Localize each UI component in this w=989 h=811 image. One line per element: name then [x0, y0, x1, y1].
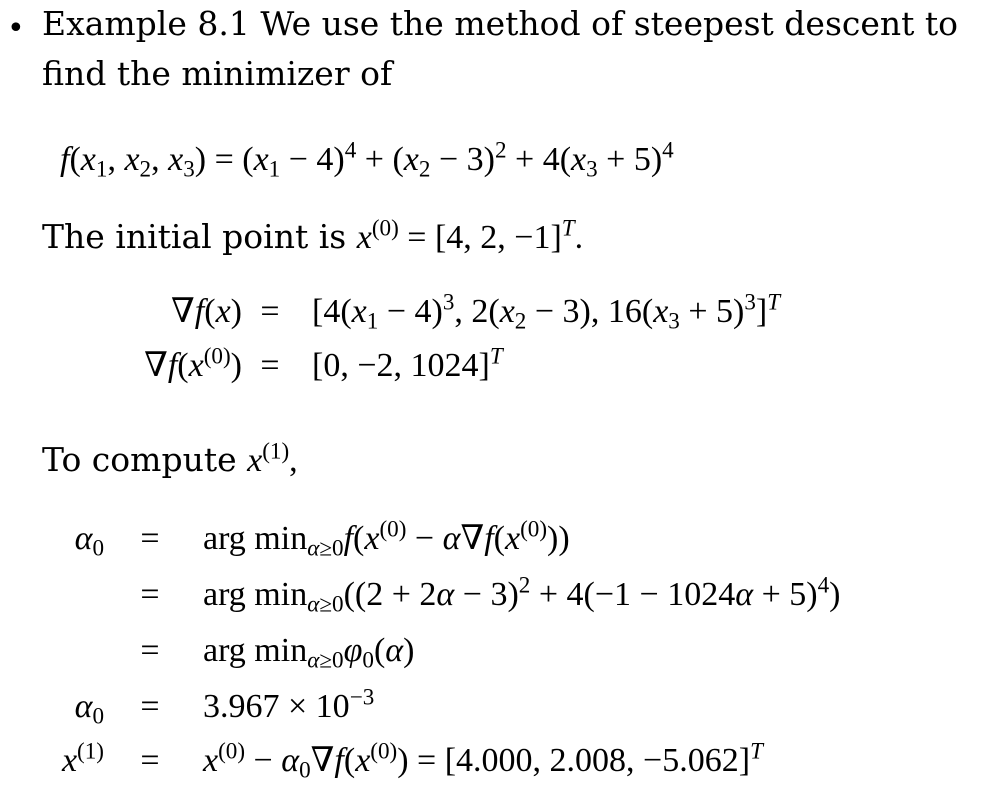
- gradient-equations: ∇f(x) = [$4(x_1 - 4)^3$, $2(x_2 - 3)$, $16(x_3 + 5)^3]^T$ $\nabla f(x^{(0)})$ = [0, −2, 1024]$^T$: [144, 289, 781, 384]
- alpha0-value: $3.967 \times 10^{-3}$: [203, 684, 375, 725]
- intro-line-2: find the minimizer of: [42, 54, 393, 93]
- alpha0-lhs-2: $\alpha_0$: [74, 688, 104, 730]
- intro-line-1: Example 8.1 We use the method of steepest descent to: [42, 4, 959, 43]
- initial-point-line: The initial point is $x^{(0)} = [4$, 2, −1]$^T$.: [42, 215, 584, 256]
- grad-f0-rhs: [0, −2, 1024]$^T$: [312, 343, 503, 384]
- alpha0-rhs-2: arg $\min_{\alpha\ge 0}((2 + 2\alpha - 3)^2 + 4(-1 - 1024\alpha + 5)^4)$: [203, 572, 841, 618]
- objective-function: $f(x_1$, $x_2$, $x_3) = (x_1 - 4)^4 + (x_2 - 3)^2 + 4(x_3 + 5)^4$: [60, 137, 674, 183]
- grad-f-rhs: [$4(x_1 - 4)^3$, $2(x_2 - 3)$, $16(x_3 + 5)^3]^T$: [312, 289, 781, 335]
- bullet: •: [7, 11, 25, 46]
- compute-line: To compute $x^{(1)}$,: [42, 438, 298, 479]
- alpha0-lhs-1: $\alpha_0$: [74, 520, 104, 562]
- grad-f-lhs: ∇f(x): [171, 293, 242, 330]
- initial-point-text: The initial point is: [42, 217, 347, 256]
- alpha-derivation: $\alpha_0$ = arg $\min_{\alpha\ge 0}f(x^{(0)} - \alpha\nabla f(x^{(0)}))$ = arg $\min_{\alpha\ge 0}((2 + 2\alpha - 3)^2 + 4(-1 - 1024\alpha + 5)^4)$ = arg $\min_{\alpha\ge 0}\varphi_0(\alpha)$ $\alpha_0$ = $3.967 \times 10^{-3}$ $x^{(1)}$ = $x^{(0)} - \alpha_0\nabla f(x^{(0)}) = [4.000$, 2.008, −5.062]$^T$: [61, 516, 841, 784]
- x1-rhs: $x^{(0)} - \alpha_0\nabla f(x^{(0)}) = [4.000$, 2.008, −5.062]$^T$: [203, 738, 763, 784]
- alpha0-rhs-1: arg $\min_{\alpha\ge 0}f(x^{(0)} - \alpha\nabla f(x^{(0)}))$: [203, 516, 570, 562]
- compute-text: To compute: [42, 440, 237, 479]
- grad-f0-lhs: $\nabla f(x^{(0)})$: [144, 343, 242, 384]
- alpha0-rhs-3: arg $\min_{\alpha\ge 0}\varphi_0(\alpha)$: [203, 632, 415, 674]
- x1-lhs: $x^{(1)}$: [61, 738, 104, 779]
